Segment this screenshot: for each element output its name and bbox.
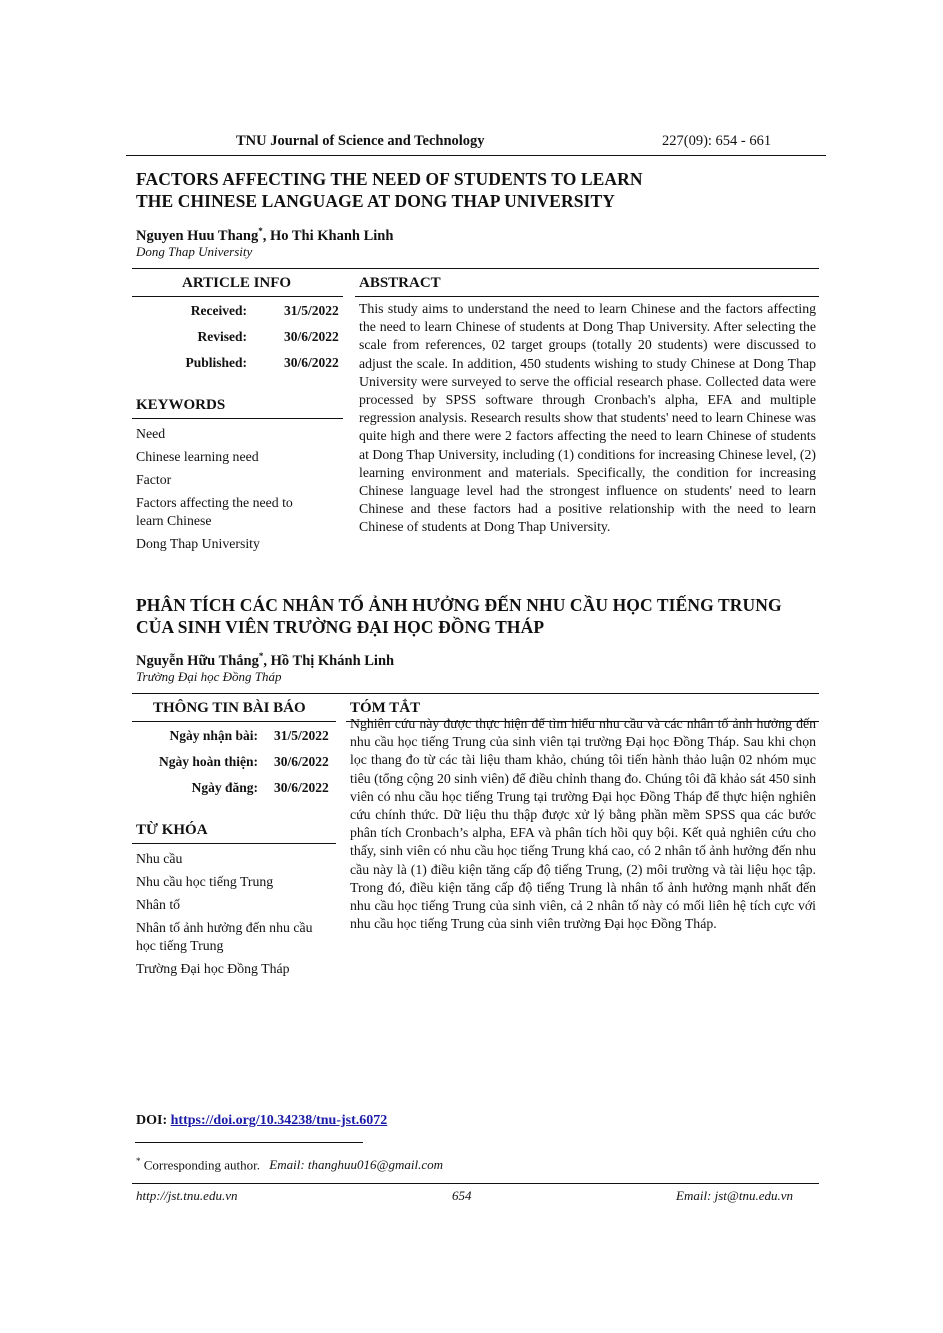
paper-title-vi: PHÂN TÍCH CÁC NHÂN TỐ ẢNH HƯỞNG ĐẾN NHU CẦU HỌC TIẾNG TRUNG CỦA SINH VIÊN TRƯỜNG ĐẠI HỌC ĐỒNG THÁP [136, 595, 782, 637]
keyword-item: Nhu cầu học tiếng Trung [136, 874, 274, 889]
published-date-vi: 30/6/2022 [274, 780, 329, 795]
article-info-heading-en: ARTICLE INFO [182, 275, 292, 291]
keyword-item: Nhân tố [136, 897, 181, 912]
keyword-item: Nhu cầu [136, 851, 183, 866]
authors-vi: Nguyễn Hữu Thắng*, Hồ Thị Khánh Linh [136, 651, 395, 669]
paper-title-en: FACTORS AFFECTING THE NEED OF STUDENTS TO LEARN THE CHINESE LANGUAGE AT DONG THAP UNIVERSITY [136, 169, 643, 211]
footer-rule [132, 1183, 819, 1184]
published-label-vi: Ngày đăng: [191, 780, 258, 795]
info-underline-vi [132, 721, 336, 722]
info-underline-en [132, 296, 343, 297]
doi-link[interactable]: https://doi.org/10.34238/tnu-jst.6072 [170, 1113, 388, 1128]
affiliation-vi: Trường Đại học Đồng Tháp [136, 669, 282, 684]
received-label-en: Received: [190, 303, 247, 318]
published-label-en: Published: [185, 355, 247, 370]
abstract-heading-vi: TÓM TẮT [350, 700, 421, 716]
keyword-item: Chinese learning need [136, 449, 259, 464]
revised-date-en: 30/6/2022 [284, 329, 339, 344]
keyword-item: Dong Thap University [136, 536, 260, 551]
keyword-item: Factor [136, 472, 172, 487]
doi-line: DOI: https://doi.org/10.34238/tnu-jst.6072 [136, 1113, 388, 1128]
received-date-vi: 31/5/2022 [274, 728, 329, 743]
volume-pages: 227(09): 654 - 661 [662, 133, 772, 149]
revised-label-vi: Ngày hoàn thiện: [158, 754, 258, 769]
footer-email: Email: jst@tnu.edu.vn [676, 1188, 794, 1203]
published-date-en: 30/6/2022 [284, 355, 339, 370]
page-number: 654 [452, 1188, 472, 1203]
authors-en: Nguyen Huu Thang*, Ho Thi Khanh Linh [136, 226, 394, 244]
abstract-text-vi: Nghiên cứu này được thực hiện để tìm hiểu nhu cầu và các nhân tố ảnh hưởng đến nhu cầu học tiếng Trung của sinh viên tại trường Đại học Đồng Tháp. Sau khi chọn lọc thang đo từ các tài liệu tham khảo, chúng tôi tiến hành thảo luận 02 nhóm mục tiêu (tổng cộng 20 sinh viên) để điều chỉnh thang đo. Chúng tôi đã khảo sát 450 sinh viên có nhu cầu học tiếng Trung tại trường Đại học Đồng Tháp để thực hiện nghiên cứu chính thức. Dữ liệu thu thập được xử lý bằng phần mềm SPSS qua các bước phân tích Cronbach’s alpha, EFA và phân tích hồi quy bội. Kết quả nghiên cứu cho thấy, sinh viên có nhu cầu học tiếng Trung khá cao, có 2 nhân tố ảnh hưởng đến nhu cầu này là (1) điều kiện tăng cấp độ tiếng Trung, (2) môi trường và tài liệu học tập. Trong đó, điều kiện tăng cấp độ tiếng Trung là nhân tố ảnh hưởng mạnh nhất đến nhu cầu học tiếng Trung của sinh viên, cả 2 nhân tố này có mối liên hệ tích cực với nhu cầu học tiếng Trung của sinh viên trường Đại học Đồng Tháp. [350, 716, 816, 932]
keyword-item: Trường Đại học Đồng Tháp [136, 961, 290, 976]
keyword-item: Factors affecting the need to learn Chinese [136, 495, 293, 528]
abstract-text-en: This study aims to understand the need to learn Chinese and the factors affecting the need to learn Chinese of students at Dong Thap University. After selecting the scale from references, 02 target groups (totally 20 students) were discussed to adjust the scale. In addition, 450 students wishing to study Chinese at Dong Thap University were surveyed to serve the official research phase. Collected data were processed by SPSS software through Cronbach's alpha, EFA and multiple regression analysis. Research results show that students' need to learn Chinese was quite high and there were 2 factors affecting the need to learn Chinese of students at Dong Thap University, including (1) conditions for increasing Chinese level, (2) learning environment and materials. Specifically, the condition for increasing Chinese language level had the strongest influence on students' need to learn Chinese and these factors had a positive relationship with the need to learn Chinese of students at Dong Thap University. [359, 301, 816, 535]
journal-name: TNU Journal of Science and Technology [236, 133, 485, 149]
keyword-item: Need [136, 426, 166, 441]
info-rule-en [132, 268, 819, 269]
keywords-underline-en [132, 418, 343, 419]
article-info-heading-vi: THÔNG TIN BÀI BÁO [153, 700, 306, 716]
footer-website[interactable]: http://jst.tnu.edu.vn [136, 1188, 238, 1203]
keyword-item: Nhân tố ảnh hưởng đến nhu cầu học tiếng Trung [136, 920, 313, 953]
footnote: * Corresponding author. Email: thanghuu016@gmail.com [136, 1156, 443, 1173]
info-rule-vi [132, 693, 819, 694]
received-label-vi: Ngày nhận bài: [169, 728, 258, 743]
received-date-en: 31/5/2022 [284, 303, 339, 318]
abstract-underline-en [355, 296, 819, 297]
footnote-rule [135, 1142, 363, 1143]
affiliation-en: Dong Thap University [136, 244, 253, 259]
revised-label-en: Revised: [197, 329, 247, 344]
revised-date-vi: 30/6/2022 [274, 754, 329, 769]
keywords-heading-vi: TỪ KHÓA [136, 822, 208, 838]
abstract-heading-en: ABSTRACT [359, 275, 441, 291]
keywords-heading-en: KEYWORDS [136, 397, 226, 413]
keywords-underline-vi [132, 843, 336, 844]
header-rule [126, 155, 826, 156]
